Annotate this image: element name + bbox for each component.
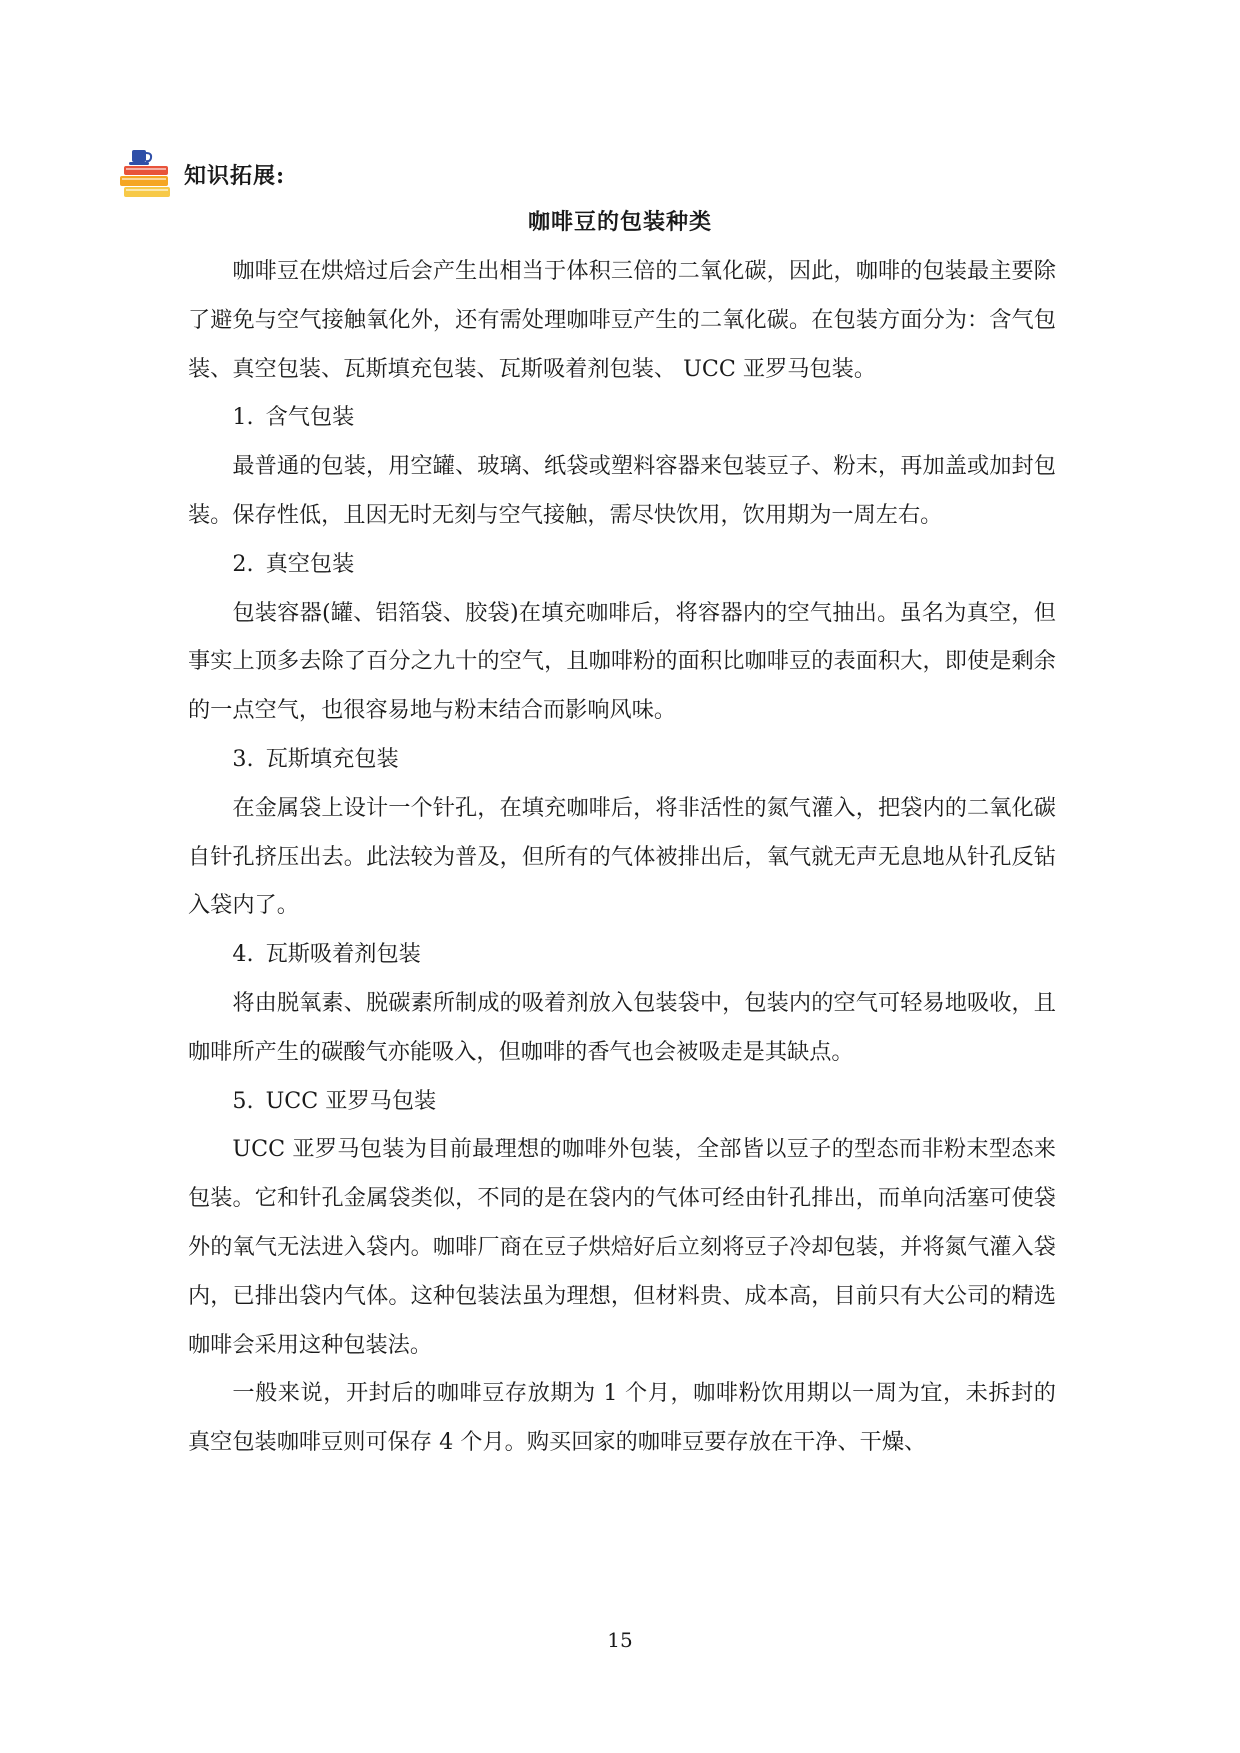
section-number: 5.	[232, 1087, 254, 1114]
section-heading-title: 含气包装	[265, 404, 355, 431]
section-heading-title: 真空包装	[265, 550, 355, 577]
section-body-2: 包装容器(罐、铝箔袋、胶袋)在填充咖啡后，将容器内的空气抽出。虽名为真空，但事实上顶多去除了百分之九十的空气，且咖啡粉的面积比咖啡豆的表面积大，即使是剩余的一点空气，也很容易地与粉末结合而影响风味。	[188, 599, 1056, 724]
section-heading-4	[188, 930, 1056, 979]
section-heading-title: 瓦斯吸着剂包装	[265, 941, 421, 968]
section-body-5: UCC 亚罗马包装为目前最理想的咖啡外包装，全部皆以豆子的型态而非粉末型态来包装。它和针孔金属袋类似，不同的是在袋内的气体可经由针孔排出，而单向活塞可使袋外的氧气无法进入袋内。咖啡厂商在豆子烘焙好后立刻将豆子冷却包装，并将氮气灌入袋内，已排出袋内气体。这种包装法虽为理想，但材料贵、成本高，目前只有大公司的精选咖啡会采用这种包装法。	[188, 1136, 1056, 1358]
closing-paragraph: 一般来说，开封后的咖啡豆存放期为 1 个月，咖啡粉饮用期以一周为宜，未拆封的真空包装咖啡豆则可保存 4 个月。购买回家的咖啡豆要存放在干净、干燥、	[188, 1380, 1056, 1456]
section-heading-title: 瓦斯填充包装	[265, 745, 399, 772]
section-number: 4.	[232, 941, 254, 968]
section-heading-5	[188, 1077, 1056, 1126]
section-number: 1.	[232, 404, 254, 431]
section-heading-1	[188, 393, 1056, 442]
document-body	[188, 247, 1056, 1467]
document-title: 咖啡豆的包装种类	[527, 210, 712, 235]
section-body-3: 在金属袋上设计一个针孔，在填充咖啡后，将非活性的氮气灌入，把袋内的二氧化碳自针孔挤压出去。此法较为普及，但所有的气体被排出后，氧气就无声无息地从针孔反钻入袋内了。	[188, 794, 1056, 919]
section-heading-2	[188, 540, 1056, 589]
section-heading-3	[188, 735, 1056, 784]
page-number: 15	[607, 1628, 633, 1652]
books-with-cup-icon	[118, 148, 174, 200]
section-heading-title: UCC 亚罗马包装	[265, 1087, 437, 1114]
section-header-label: 知识拓展:	[184, 162, 286, 189]
section-number: 2.	[232, 550, 254, 577]
section-header	[118, 148, 285, 200]
section-body-1: 最普通的包装，用空罐、玻璃、纸袋或塑料容器来包装豆子、粉末，再加盖或加封包装。保存性低，且因无时无刻与空气接触，需尽快饮用，饮用期为一周左右。	[188, 453, 1056, 528]
section-number: 3.	[232, 745, 254, 772]
section-body-4: 将由脱氧素、脱碳素所制成的吸着剂放入包装袋中，包装内的空气可轻易地吸收，且咖啡所产生的碳酸气亦能吸入，但咖啡的香气也会被吸走是其缺点。	[188, 989, 1056, 1065]
intro-paragraph: 咖啡豆在烘焙过后会产生出相当于体积三倍的二氧化碳，因此，咖啡的包装最主要除了避免与空气接触氧化外，还有需处理咖啡豆产生的二氧化碳。在包装方面分为：含气包装、真空包装、瓦斯填充包装、瓦斯吸着剂包装、 UCC 亚罗马包装。	[188, 258, 1056, 382]
